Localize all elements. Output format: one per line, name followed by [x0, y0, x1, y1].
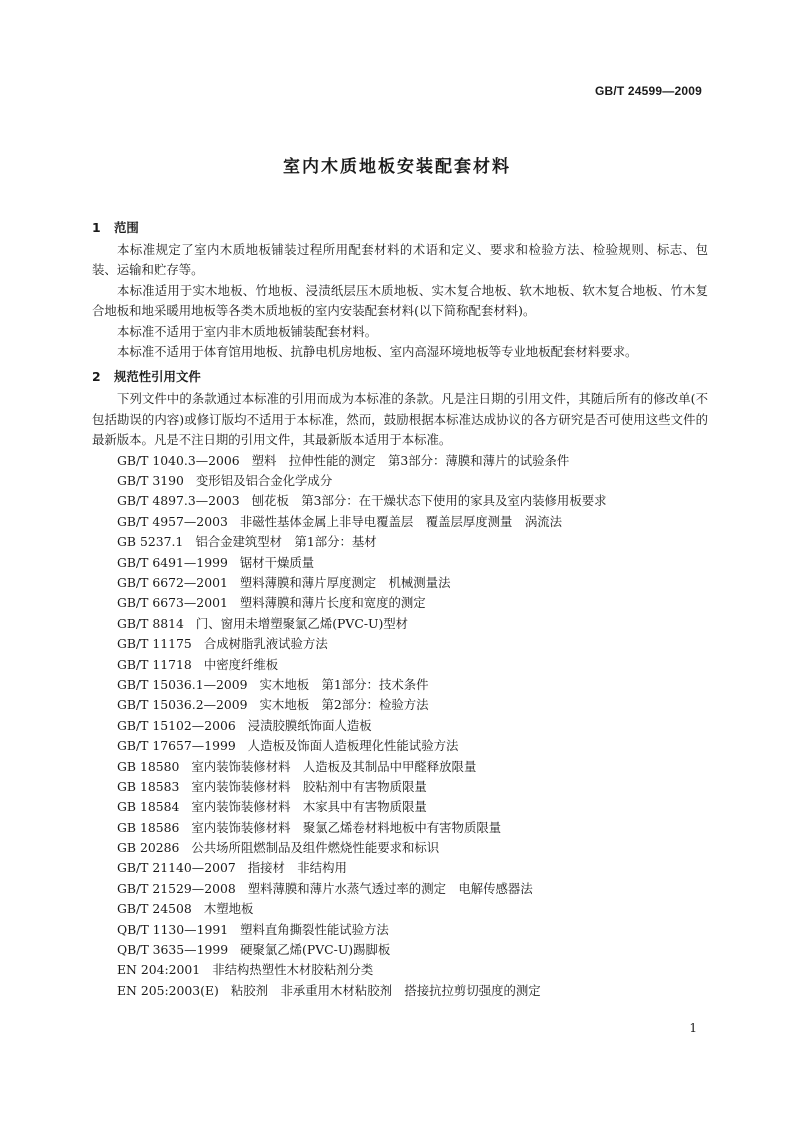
- reference-code: GB/T 21529—2008: [117, 880, 236, 896]
- document-body: [92, 218, 708, 1006]
- reference-title: 塑料薄膜和薄片厚度测定 机械测量法: [239, 575, 451, 590]
- reference-title: 公共场所阻燃制品及组件燃烧性能要求和标识: [191, 840, 440, 856]
- reference-item: [92, 818, 708, 838]
- reference-title: 浸渍胶膜纸饰面人造板: [247, 717, 372, 733]
- paragraph: 本标准规定了室内木质地板铺装过程所用配套材料的术语和定义、要求和检验方法、检验规则、标志、包装、运输和贮存等。: [92, 242, 708, 278]
- section-heading: [92, 367, 708, 387]
- reference-item: [92, 512, 708, 532]
- reference-title: 塑料薄膜和薄片水蒸气透过率的测定 电解传感器法: [247, 880, 533, 896]
- reference-item: [92, 675, 708, 695]
- reference-title: 塑料 拉伸性能的测定 第3部分：薄膜和薄片的试验条件: [251, 452, 570, 468]
- section-heading: [92, 218, 708, 238]
- reference-code: GB 18584: [117, 799, 180, 815]
- reference-code: GB/T 8814: [117, 615, 184, 631]
- reference-code: GB/T 15036.2—2009: [117, 697, 248, 713]
- reference-item: [92, 879, 708, 899]
- reference-title: 刨花板 第3部分：在干燥状态下使用的家具及室内装修用板要求: [251, 493, 607, 509]
- reference-title: 木塑地板: [203, 901, 254, 917]
- reference-item: [92, 573, 708, 593]
- reference-title: 塑料直角撕裂性能试验方法: [240, 921, 389, 937]
- reference-title: 合成树脂乳液试验方法: [203, 636, 328, 652]
- reference-title: 中密度纤维板: [203, 656, 279, 672]
- reference-code: GB 18583: [117, 778, 180, 794]
- reference-title: 室内装饰装修材料 聚氯乙烯卷材料地板中有害物质限量: [191, 819, 502, 835]
- reference-item: [92, 451, 708, 471]
- page-number: 1: [689, 1021, 697, 1035]
- reference-title: 硬聚氯乙烯(PVC-U)踢脚板: [240, 942, 391, 958]
- reference-code: GB/T 4957—2003: [117, 513, 228, 529]
- reference-code: GB/T 17657—1999: [117, 738, 236, 754]
- reference-list: [92, 451, 708, 1002]
- reference-code: QB/T 1130—1991: [117, 921, 229, 937]
- reference-item: [92, 655, 708, 675]
- reference-title: 铝合金建筑型材 第1部分：基材: [195, 534, 377, 550]
- reference-code: EN 205:2003(E): [117, 982, 219, 998]
- reference-title: 非磁性基体金属上非导电覆盖层 覆盖层厚度测量 涡流法: [239, 513, 562, 529]
- reference-item: [92, 614, 708, 634]
- reference-title: 锯材干燥质量: [239, 554, 315, 570]
- section-title: 范围: [114, 220, 139, 235]
- reference-item: [92, 899, 708, 919]
- section-number: 1: [92, 220, 101, 235]
- reference-item: [92, 920, 708, 940]
- reference-title: 室内装饰装修材料 胶粘剂中有害物质限量: [191, 778, 427, 794]
- reference-title: 实木地板 第1部分：技术条件: [259, 676, 429, 692]
- reference-item: [92, 797, 708, 817]
- reference-code: GB/T 11175: [117, 636, 192, 652]
- reference-code: GB/T 21140—2007: [117, 860, 236, 876]
- reference-item: [92, 838, 708, 858]
- reference-item: [92, 716, 708, 736]
- reference-item: [92, 960, 708, 980]
- reference-item: [92, 757, 708, 777]
- reference-code: EN 204:2001: [117, 962, 201, 978]
- reference-code: GB/T 11718: [117, 656, 192, 672]
- reference-title: 室内装饰装修材料 人造板及其制品中甲醛释放限量: [191, 758, 477, 774]
- reference-code: GB 18580: [117, 758, 180, 774]
- reference-code: GB/T 1040.3—2006: [117, 452, 240, 468]
- reference-code: GB/T 6673—2001: [117, 595, 228, 611]
- reference-code: GB 5237.1: [117, 534, 184, 550]
- reference-title: 变形铝及铝合金化学成分: [195, 473, 333, 489]
- document-title: 室内木质地板安装配套材料: [283, 157, 511, 177]
- paragraph: 本标准不适用于室内非木质地板铺装配套材料。: [117, 323, 378, 339]
- reference-item: [92, 981, 708, 1001]
- reference-title: 非结构热塑性木材胶粘剂分类: [212, 962, 374, 978]
- reference-item: [92, 491, 708, 511]
- reference-code: GB/T 6491—1999: [117, 554, 228, 570]
- reference-item: [92, 553, 708, 573]
- reference-title: 粘胶剂 非承重用木材粘胶剂 搭接抗拉剪切强度的测定: [230, 982, 541, 998]
- reference-code: GB/T 4897.3—2003: [117, 493, 240, 509]
- reference-item: [92, 695, 708, 715]
- reference-item: [92, 858, 708, 878]
- standard-number: GB/T 24599—2009: [594, 84, 702, 98]
- reference-code: GB/T 24508: [117, 901, 192, 917]
- reference-title: 指接材 非结构用: [247, 860, 347, 876]
- reference-title: 室内装饰装修材料 木家具中有害物质限量: [191, 799, 427, 815]
- paragraph: 下列文件中的条款通过本标准的引用而成为本标准的条款。凡是注日期的引用文件，其随后所有的修改单(不包括勘误的内容)或修订版均不适用于本标准，然而，鼓励根据本标准达成协议的各方研究是否可使用这些文件的最新版本。凡是不注日期的引用文件，其最新版本适用于本标准。: [92, 391, 708, 448]
- reference-code: GB/T 15036.1—2009: [117, 676, 248, 692]
- reference-title: 门、窗用未增塑聚氯乙烯(PVC-U)型材: [195, 615, 409, 631]
- reference-code: GB 20286: [117, 840, 180, 856]
- reference-code: GB/T 6672—2001: [117, 575, 228, 590]
- paragraph: 本标准不适用于体育馆用地板、抗静电机房地板、室内高湿环境地板等专业地板配套材料要求。: [117, 344, 638, 360]
- reference-code: GB/T 15102—2006: [117, 717, 236, 733]
- reference-code: QB/T 3635—1999: [117, 942, 229, 958]
- reference-title: 塑料薄膜和薄片长度和宽度的测定: [239, 595, 426, 611]
- reference-code: GB 18586: [117, 819, 180, 835]
- section-number: 2: [92, 369, 101, 385]
- section-scope: [92, 218, 708, 362]
- reference-item: [92, 736, 708, 756]
- section-title: 规范性引用文件: [114, 369, 201, 385]
- reference-title: 实木地板 第2部分：检验方法: [259, 697, 429, 713]
- reference-item: [92, 777, 708, 797]
- reference-item: [92, 634, 708, 654]
- reference-title: 人造板及饰面人造板理化性能试验方法: [247, 738, 459, 754]
- reference-item: [92, 940, 708, 960]
- section-normative-references: [92, 367, 708, 1001]
- reference-code: GB/T 3190: [117, 473, 184, 489]
- reference-item: [92, 532, 708, 552]
- reference-item: [92, 471, 708, 491]
- reference-item: [92, 593, 708, 613]
- paragraph: 本标准适用于实木地板、竹地板、浸渍纸层压木质地板、实木复合地板、软木地板、软木复合地板、竹木复合地板和地采暖用地板等各类木质地板的室内安装配套材料(以下简称配套材料)。: [92, 282, 708, 319]
